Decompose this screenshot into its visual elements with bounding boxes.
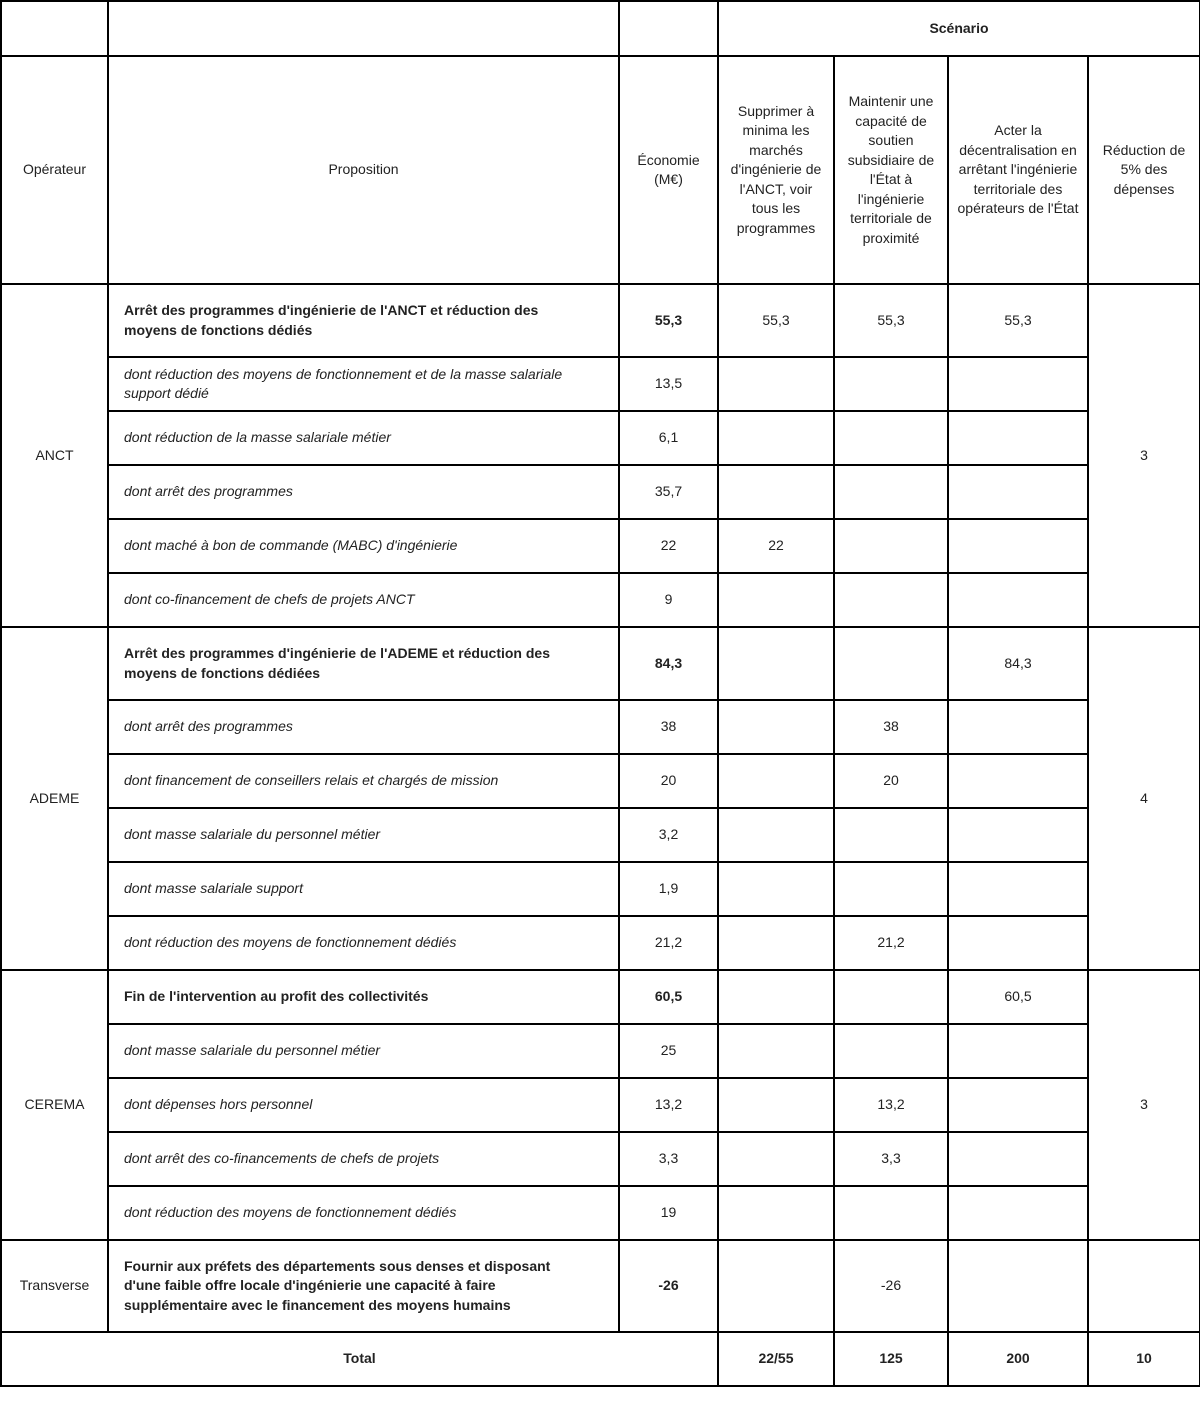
scenario-3-cell: [948, 1078, 1088, 1132]
header-row-top: [1, 1, 1200, 56]
economie-cell: 13,5: [619, 357, 718, 411]
proposition-cell: Fournir aux préfets des départements sous denses et disposant d'une faible offre locale d'ingénierie une capacité à faire supplémentaire avec le financement des moyens humains: [108, 1240, 619, 1332]
operator-cell: ANCT: [1, 284, 108, 627]
reduction-cell: 4: [1088, 627, 1200, 970]
table-row: [1, 519, 1200, 573]
scenario-2-cell: [834, 808, 948, 862]
scenario-3-cell: [948, 1024, 1088, 1078]
reduction-cell: 3: [1088, 284, 1200, 627]
operator-cell: ADEME: [1, 627, 108, 970]
economie-cell: 3,2: [619, 808, 718, 862]
scenario-1-cell: [718, 1078, 834, 1132]
scenario-2-header: Maintenir une capacité de soutien subsidiaire de l'État à l'ingénierie territoriale de proximité: [834, 56, 948, 284]
operator-cell: CEREMA: [1, 970, 108, 1240]
header-empty-cell: [108, 1, 619, 56]
scenario-3-cell: [948, 808, 1088, 862]
operator-header: Opérateur: [1, 56, 108, 284]
total-row: [1, 1332, 1200, 1386]
economie-cell: 35,7: [619, 465, 718, 519]
total-scenario-4: 10: [1088, 1332, 1200, 1386]
scenario-1-cell: [718, 1024, 834, 1078]
proposition-cell: dont réduction des moyens de fonctionnement et de la masse salariale support dédié: [108, 357, 619, 411]
proposition-header: Proposition: [108, 56, 619, 284]
economie-cell: 9: [619, 573, 718, 627]
scenario-1-cell: [718, 627, 834, 700]
scenario-3-cell: 60,5: [948, 970, 1088, 1024]
scenario-2-cell: [834, 627, 948, 700]
proposition-cell: Arrêt des programmes d'ingénierie de l'ANCT et réduction des moyens de fonctions dédiés: [108, 284, 619, 357]
scenario-1-cell: [718, 1186, 834, 1240]
scenario-3-cell: [948, 573, 1088, 627]
scenario-3-cell: [948, 411, 1088, 465]
economie-cell: 60,5: [619, 970, 718, 1024]
scenario-4-cell: [1088, 1240, 1200, 1332]
table-row: [1, 465, 1200, 519]
scenario-2-cell: -26: [834, 1240, 948, 1332]
scenario-2-cell: 20: [834, 754, 948, 808]
proposition-cell: dont masse salariale support: [108, 862, 619, 916]
table-row: [1, 1078, 1200, 1132]
economie-cell: 84,3: [619, 627, 718, 700]
header-row: [1, 56, 1200, 284]
economie-cell: -26: [619, 1240, 718, 1332]
scenario-1-cell: [718, 754, 834, 808]
table-row: [1, 862, 1200, 916]
scenario-3-cell: [948, 1132, 1088, 1186]
scenario-3-cell: [948, 700, 1088, 754]
total-label: Total: [1, 1332, 718, 1386]
table-row: [1, 1132, 1200, 1186]
scenario-3-cell: [948, 357, 1088, 411]
scenario-4-header: Réduction de 5% des dépenses: [1088, 56, 1200, 284]
proposition-cell: dont arrêt des co-financements de chefs de projets: [108, 1132, 619, 1186]
transverse-row: [1, 1240, 1200, 1332]
scenario-2-cell: 38: [834, 700, 948, 754]
proposition-cell: dont dépenses hors personnel: [108, 1078, 619, 1132]
proposition-cell: dont co-financement de chefs de projets ANCT: [108, 573, 619, 627]
scenario-1-cell: [718, 700, 834, 754]
economie-cell: 1,9: [619, 862, 718, 916]
scenario-1-cell: [718, 573, 834, 627]
scenario-header: Scénario: [718, 1, 1200, 56]
table-row: [1, 357, 1200, 411]
table-row: [1, 1186, 1200, 1240]
scenario-1-cell: [718, 970, 834, 1024]
proposition-cell: dont masse salariale du personnel métier: [108, 808, 619, 862]
table-row: [1, 284, 1200, 357]
proposition-cell: dont arrêt des programmes: [108, 465, 619, 519]
scenario-2-cell: [834, 519, 948, 573]
economie-cell: 3,3: [619, 1132, 718, 1186]
proposition-cell: dont masse salariale du personnel métier: [108, 1024, 619, 1078]
header-empty-cell: [619, 1, 718, 56]
scenario-2-cell: [834, 411, 948, 465]
scenario-1-cell: [718, 916, 834, 970]
table-row: [1, 754, 1200, 808]
table-row: [1, 970, 1200, 1024]
scenario-2-cell: [834, 357, 948, 411]
economie-cell: 22: [619, 519, 718, 573]
table-row: [1, 1024, 1200, 1078]
economie-cell: 20: [619, 754, 718, 808]
total-scenario-1: 22/55: [718, 1332, 834, 1386]
economie-cell: 13,2: [619, 1078, 718, 1132]
table-row: [1, 916, 1200, 970]
scenario-2-cell: 55,3: [834, 284, 948, 357]
scenario-2-cell: [834, 1186, 948, 1240]
scenario-3-cell: [948, 465, 1088, 519]
scenario-1-header: Supprimer à minima les marchés d'ingénierie de l'ANCT, voir tous les programmes: [718, 56, 834, 284]
scenario-2-cell: [834, 970, 948, 1024]
proposition-cell: dont réduction des moyens de fonctionnement dédiés: [108, 1186, 619, 1240]
scenario-3-cell: [948, 519, 1088, 573]
scenario-1-cell: [718, 1132, 834, 1186]
proposition-cell: dont réduction des moyens de fonctionnement dédiés: [108, 916, 619, 970]
scenario-1-cell: [718, 411, 834, 465]
scenario-2-cell: [834, 573, 948, 627]
header-empty-cell: [1, 1, 108, 56]
scenario-1-cell: [718, 862, 834, 916]
proposition-cell: Arrêt des programmes d'ingénierie de l'ADEME et réduction des moyens de fonctions dédiées: [108, 627, 619, 700]
scenario-2-cell: [834, 1024, 948, 1078]
scenario-3-cell: [948, 754, 1088, 808]
scenario-3-cell: [948, 1186, 1088, 1240]
proposition-cell: dont réduction de la masse salariale métier: [108, 411, 619, 465]
scenario-3-cell: [948, 862, 1088, 916]
scenario-3-cell: 55,3: [948, 284, 1088, 357]
proposition-cell: Fin de l'intervention au profit des collectivités: [108, 970, 619, 1024]
scenario-3-cell: [948, 916, 1088, 970]
scenario-1-cell: [718, 1240, 834, 1332]
economie-cell: 19: [619, 1186, 718, 1240]
table-row: [1, 411, 1200, 465]
economie-cell: 38: [619, 700, 718, 754]
table-row: [1, 573, 1200, 627]
scenario-1-cell: 22: [718, 519, 834, 573]
scenario-2-cell: 13,2: [834, 1078, 948, 1132]
reduction-cell: 3: [1088, 970, 1200, 1240]
proposition-cell: dont arrêt des programmes: [108, 700, 619, 754]
scenario-2-cell: 21,2: [834, 916, 948, 970]
scenario-1-cell: 55,3: [718, 284, 834, 357]
economie-cell: 6,1: [619, 411, 718, 465]
operator-cell: Transverse: [1, 1240, 108, 1332]
table-row: [1, 627, 1200, 700]
proposition-cell: dont maché à bon de commande (MABC) d'ingénierie: [108, 519, 619, 573]
scenario-2-cell: [834, 862, 948, 916]
economie-cell: 55,3: [619, 284, 718, 357]
table-row: [1, 700, 1200, 754]
scenario-1-cell: [718, 465, 834, 519]
economie-cell: 21,2: [619, 916, 718, 970]
total-scenario-2: 125: [834, 1332, 948, 1386]
total-scenario-3: 200: [948, 1332, 1088, 1386]
proposition-cell: dont financement de conseillers relais et chargés de mission: [108, 754, 619, 808]
scenario-1-cell: [718, 357, 834, 411]
scenario-3-header: Acter la décentralisation en arrêtant l'ingénierie territoriale des opérateurs de l'État: [948, 56, 1088, 284]
scenario-3-cell: 84,3: [948, 627, 1088, 700]
economie-header: Économie (M€): [619, 56, 718, 284]
scenario-2-cell: 3,3: [834, 1132, 948, 1186]
scenario-2-cell: [834, 465, 948, 519]
table-row: [1, 808, 1200, 862]
economie-cell: 25: [619, 1024, 718, 1078]
scenario-1-cell: [718, 808, 834, 862]
scenario-3-cell: [948, 1240, 1088, 1332]
